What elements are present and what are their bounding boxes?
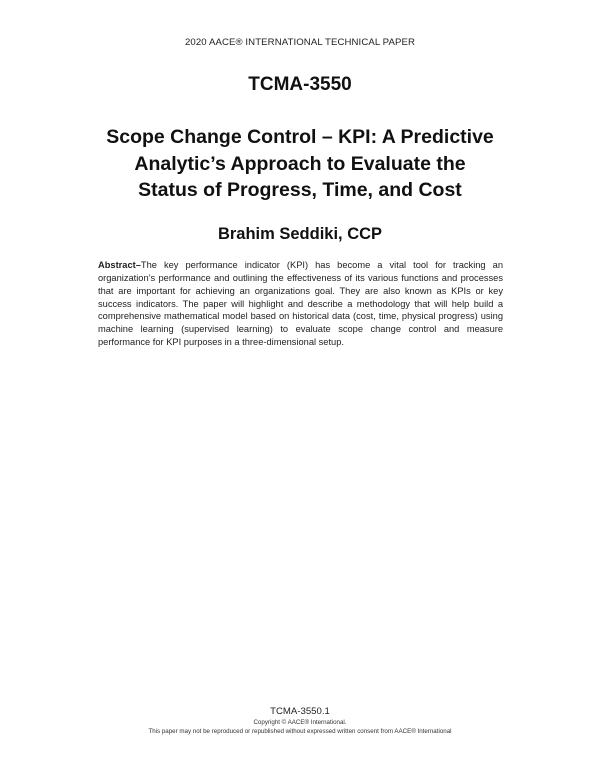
paper-title-line-3: Status of Progress, Time, and Cost xyxy=(138,179,462,201)
paper-title-line-1: Scope Change Control – KPI: A Predictive xyxy=(106,126,494,148)
running-header: 2020 AACE® INTERNATIONAL TECHNICAL PAPER xyxy=(184,37,415,48)
copyright-line: Copyright © AACE® International. xyxy=(253,719,347,726)
paper-id: TCMA-3550 xyxy=(248,74,352,95)
paper-title xyxy=(60,124,540,204)
abstract-label: Abstract– xyxy=(98,260,141,270)
reproduction-notice: This paper may not be reproduced or republished without expressed written consent from AACE® International xyxy=(148,728,452,735)
page-footer xyxy=(0,706,600,736)
paper-title-line-2: Analytic’s Approach to Evaluate the xyxy=(134,152,466,175)
author-name: Brahim Seddiki, CCP xyxy=(217,225,383,243)
page-number: TCMA-3550.1 xyxy=(270,706,330,717)
abstract-text: The key performance indicator (KPI) has become a vital tool for tracking an organization’s performance and outlining the effectiveness of its various functions and processes that are important for achieving an organizations goal. They are also known as KPIs or key success indicators. The paper will highlight and describe a methodology that will help build a comprehensive mathematical model based on historical data (cost, time, physical progress) using machine learning (supervised learning) to evaluate scope change control and measure performance for KPI purposes in a three-dimensional setup. xyxy=(98,260,503,348)
abstract xyxy=(98,259,503,349)
